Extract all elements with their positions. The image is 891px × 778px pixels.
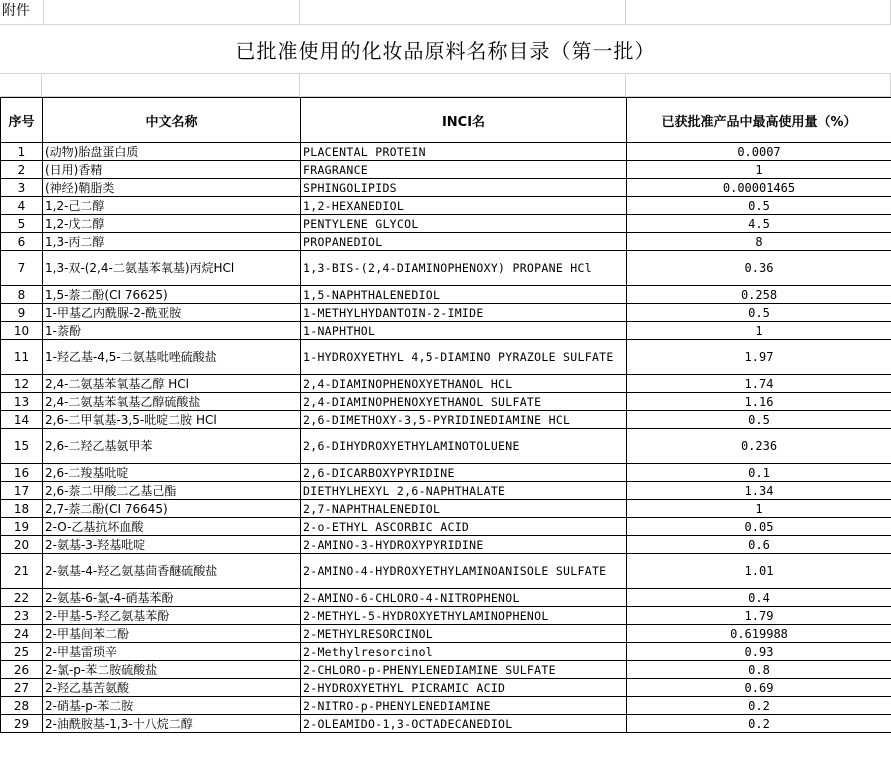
table-row [1, 715, 891, 733]
header-inci-name[interactable]: INCI名 [301, 98, 627, 143]
max-usage-cell[interactable]: 0.0007 [627, 143, 891, 161]
table-row [1, 251, 891, 286]
max-usage-cell[interactable]: 0.5 [627, 197, 891, 215]
serial-number-cell[interactable]: 25 [1, 643, 43, 661]
max-usage-cell[interactable]: 0.4 [627, 589, 891, 607]
serial-number-cell[interactable]: 28 [1, 697, 43, 715]
chinese-name-cell[interactable]: 1,5-萘二酚(CI 76625) [43, 286, 301, 304]
max-usage-cell[interactable]: 1.74 [627, 375, 891, 393]
max-usage-cell[interactable]: 0.619988 [627, 625, 891, 643]
chinese-name-cell[interactable]: 1-萘酚 [43, 322, 301, 340]
serial-number-cell[interactable]: 6 [1, 233, 43, 251]
inci-name-cell[interactable]: 2-AMINO-6-CHLORO-4-NITROPHENOL [301, 589, 627, 607]
serial-number-cell[interactable]: 5 [1, 215, 43, 233]
inci-name-cell[interactable]: 1-HYDROXYETHYL 4,5-DIAMINO PYRAZOLE SULFATE [301, 340, 627, 375]
inci-name-cell[interactable]: 2-OLEAMIDO-1,3-OCTADECANEDIOL [301, 715, 627, 733]
max-usage-cell[interactable]: 1 [627, 322, 891, 340]
table-row [1, 304, 891, 322]
attachment-label[interactable]: 附件 [0, 0, 44, 24]
header-serial-number[interactable]: 序号 [1, 98, 43, 143]
inci-name-cell[interactable]: 1,3-BIS-(2,4-DIAMINOPHENOXY) PROPANE HCl [301, 251, 627, 286]
inci-name-cell[interactable]: 2,6-DICARBOXYPYRIDINE [301, 464, 627, 482]
serial-number-cell[interactable]: 29 [1, 715, 43, 733]
table-row [1, 482, 891, 500]
serial-number-cell[interactable]: 9 [1, 304, 43, 322]
serial-number-cell[interactable]: 7 [1, 251, 43, 286]
table-row [1, 625, 891, 643]
max-usage-cell[interactable]: 0.36 [627, 251, 891, 286]
inci-name-cell[interactable]: PROPANEDIOL [301, 233, 627, 251]
empty-cell[interactable] [0, 74, 42, 96]
serial-number-cell[interactable]: 8 [1, 286, 43, 304]
serial-number-cell[interactable]: 26 [1, 661, 43, 679]
chinese-name-cell[interactable]: 2,6-二羟乙基氨甲苯 [43, 429, 301, 464]
spacer-row [0, 74, 891, 97]
table-row [1, 643, 891, 661]
chinese-name-cell[interactable]: 2,4-二氨基苯氧基乙醇硫酸盐 [43, 393, 301, 411]
inci-name-cell[interactable]: 1-NAPHTHOL [301, 322, 627, 340]
serial-number-cell[interactable]: 22 [1, 589, 43, 607]
chinese-name-cell[interactable]: 2-氯-p-苯二胺硫酸盐 [43, 661, 301, 679]
inci-name-cell[interactable]: 2-HYDROXYETHYL PICRAMIC ACID [301, 679, 627, 697]
empty-cell[interactable] [42, 0, 300, 24]
max-usage-cell[interactable]: 0.5 [627, 411, 891, 429]
table-row [1, 143, 891, 161]
table-row [1, 536, 891, 554]
max-usage-cell[interactable]: 0.258 [627, 286, 891, 304]
chinese-name-cell[interactable]: 1-羟乙基-4,5-二氨基吡唑硫酸盐 [43, 340, 301, 375]
inci-name-cell[interactable]: PLACENTAL PROTEIN [301, 143, 627, 161]
inci-name-cell[interactable]: PENTYLENE GLYCOL [301, 215, 627, 233]
chinese-name-cell[interactable]: 2,4-二氨基苯氧基乙醇 HCl [43, 375, 301, 393]
table-row [1, 429, 891, 464]
inci-name-cell[interactable]: 2,4-DIAMINOPHENOXYETHANOL SULFATE [301, 393, 627, 411]
inci-name-cell[interactable]: SPHINGOLIPIDS [301, 179, 627, 197]
max-usage-cell[interactable]: 0.8 [627, 661, 891, 679]
max-usage-cell[interactable]: 1.79 [627, 607, 891, 625]
chinese-name-cell[interactable]: 2-硝基-p-苯二胺 [43, 697, 301, 715]
table-row [1, 233, 891, 251]
chinese-name-cell[interactable]: 2-甲基间苯二酚 [43, 625, 301, 643]
serial-number-cell[interactable]: 17 [1, 482, 43, 500]
serial-number-cell[interactable]: 21 [1, 554, 43, 589]
inci-name-cell[interactable]: 1,5-NAPHTHALENEDIOL [301, 286, 627, 304]
max-usage-cell[interactable]: 0.69 [627, 679, 891, 697]
max-usage-cell[interactable]: 0.5 [627, 304, 891, 322]
serial-number-cell[interactable]: 10 [1, 322, 43, 340]
inci-name-cell[interactable]: 2-AMINO-3-HYDROXYPYRIDINE [301, 536, 627, 554]
serial-number-cell[interactable]: 4 [1, 197, 43, 215]
empty-cell[interactable] [626, 0, 891, 24]
serial-number-cell[interactable]: 12 [1, 375, 43, 393]
chinese-name-cell[interactable]: (神经)鞘脂类 [43, 179, 301, 197]
max-usage-cell[interactable]: 1 [627, 161, 891, 179]
chinese-name-cell[interactable]: 1,3-丙二醇 [43, 233, 301, 251]
serial-number-cell[interactable]: 24 [1, 625, 43, 643]
chinese-name-cell[interactable]: 2-氨基-6-氯-4-硝基苯酚 [43, 589, 301, 607]
inci-name-cell[interactable]: 2,4-DIAMINOPHENOXYETHANOL HCL [301, 375, 627, 393]
chinese-name-cell[interactable]: 1,2-己二醇 [43, 197, 301, 215]
table-row [1, 518, 891, 536]
chinese-name-cell[interactable]: 2-甲基-5-羟乙氨基苯酚 [43, 607, 301, 625]
inci-name-cell[interactable]: 2-CHLORO-p-PHENYLENEDIAMINE SULFATE [301, 661, 627, 679]
table-row [1, 607, 891, 625]
max-usage-cell[interactable]: 0.05 [627, 518, 891, 536]
inci-name-cell[interactable]: DIETHYLHEXYL 2,6-NAPHTHALATE [301, 482, 627, 500]
table-header-row [1, 98, 891, 143]
table-row [1, 500, 891, 518]
table-row [1, 340, 891, 375]
ingredients-table [0, 97, 891, 733]
header-chinese-name[interactable]: 中文名称 [43, 98, 301, 143]
chinese-name-cell[interactable]: 2,6-萘二甲酸二乙基己酯 [43, 482, 301, 500]
table-row [1, 322, 891, 340]
table-row [1, 161, 891, 179]
attachment-row [0, 0, 891, 25]
serial-number-cell[interactable]: 27 [1, 679, 43, 697]
inci-name-cell[interactable]: 2-METHYL-5-HYDROXYETHYLAMINOPHENOL [301, 607, 627, 625]
title-row [0, 25, 891, 74]
chinese-name-cell[interactable]: 1,2-戊二醇 [43, 215, 301, 233]
inci-name-cell[interactable]: 2-METHYLRESORCINOL [301, 625, 627, 643]
inci-name-cell[interactable]: 2-o-ETHYL ASCORBIC ACID [301, 518, 627, 536]
serial-number-cell[interactable]: 11 [1, 340, 43, 375]
inci-name-cell[interactable]: 2-NITRO-p-PHENYLENEDIAMINE [301, 697, 627, 715]
header-max-usage[interactable]: 已获批准产品中最高使用量（%） [627, 98, 891, 143]
chinese-name-cell[interactable]: 2-油酰胺基-1,3-十八烷二醇 [43, 715, 301, 733]
table-row [1, 697, 891, 715]
chinese-name-cell[interactable]: 2-甲基雷琐辛 [43, 643, 301, 661]
empty-cell[interactable] [300, 0, 626, 24]
max-usage-cell[interactable]: 1.97 [627, 340, 891, 375]
inci-name-cell[interactable]: 1,2-HEXANEDIOL [301, 197, 627, 215]
table-row [1, 215, 891, 233]
table-row [1, 661, 891, 679]
serial-number-cell[interactable]: 18 [1, 500, 43, 518]
table-row [1, 554, 891, 589]
chinese-name-cell[interactable]: 2-氨基-4-羟乙氨基茴香醚硫酸盐 [43, 554, 301, 589]
max-usage-cell[interactable]: 0.2 [627, 715, 891, 733]
max-usage-cell[interactable]: 0.236 [627, 429, 891, 464]
max-usage-cell[interactable]: 0.2 [627, 697, 891, 715]
table-row [1, 375, 891, 393]
serial-number-cell[interactable]: 14 [1, 411, 43, 429]
chinese-name-cell[interactable]: 2,7-萘二酚(CI 76645) [43, 500, 301, 518]
chinese-name-cell[interactable]: 2-O-乙基抗坏血酸 [43, 518, 301, 536]
serial-number-cell[interactable]: 15 [1, 429, 43, 464]
serial-number-cell[interactable]: 19 [1, 518, 43, 536]
max-usage-cell[interactable]: 0.6 [627, 536, 891, 554]
table-row [1, 286, 891, 304]
max-usage-cell[interactable]: 1.16 [627, 393, 891, 411]
max-usage-cell[interactable]: 0.00001465 [627, 179, 891, 197]
max-usage-cell[interactable]: 0.93 [627, 643, 891, 661]
chinese-name-cell[interactable]: 2-羟乙基苦氨酸 [43, 679, 301, 697]
inci-name-cell[interactable]: 2,6-DIMETHOXY-3,5-PYRIDINEDIAMINE HCL [301, 411, 627, 429]
serial-number-cell[interactable]: 3 [1, 179, 43, 197]
inci-name-cell[interactable]: 2-Methylresorcinol [301, 643, 627, 661]
table-row [1, 464, 891, 482]
inci-name-cell[interactable]: 2-AMINO-4-HYDROXYETHYLAMINOANISOLE SULFATE [301, 554, 627, 589]
table-row [1, 679, 891, 697]
chinese-name-cell[interactable]: 1-甲基乙内酰脲-2-酰亚胺 [43, 304, 301, 322]
chinese-name-cell[interactable]: 2,6-二羧基吡啶 [43, 464, 301, 482]
serial-number-cell[interactable]: 13 [1, 393, 43, 411]
max-usage-cell[interactable]: 1.34 [627, 482, 891, 500]
serial-number-cell[interactable]: 1 [1, 143, 43, 161]
empty-cell[interactable] [300, 74, 626, 96]
serial-number-cell[interactable]: 2 [1, 161, 43, 179]
serial-number-cell[interactable]: 16 [1, 464, 43, 482]
chinese-name-cell[interactable]: (日用)香精 [43, 161, 301, 179]
chinese-name-cell[interactable]: 1,3-双-(2,4-二氨基苯氧基)丙烷HCl [43, 251, 301, 286]
table-row [1, 411, 891, 429]
max-usage-cell[interactable]: 1 [627, 500, 891, 518]
table-row [1, 197, 891, 215]
max-usage-cell[interactable]: 0.1 [627, 464, 891, 482]
table-row [1, 179, 891, 197]
chinese-name-cell[interactable]: 2-氨基-3-羟基吡啶 [43, 536, 301, 554]
inci-name-cell[interactable]: FRAGRANCE [301, 161, 627, 179]
chinese-name-cell[interactable]: (动物)胎盘蛋白质 [43, 143, 301, 161]
max-usage-cell[interactable]: 4.5 [627, 215, 891, 233]
chinese-name-cell[interactable]: 2,6-二甲氧基-3,5-吡啶二胺 HCl [43, 411, 301, 429]
empty-cell[interactable] [42, 74, 300, 96]
serial-number-cell[interactable]: 20 [1, 536, 43, 554]
max-usage-cell[interactable]: 1.01 [627, 554, 891, 589]
inci-name-cell[interactable]: 2,7-NAPHTHALENEDIOL [301, 500, 627, 518]
table-row [1, 589, 891, 607]
empty-cell[interactable] [626, 74, 891, 96]
table-row [1, 393, 891, 411]
serial-number-cell[interactable]: 23 [1, 607, 43, 625]
inci-name-cell[interactable]: 1-METHYLHYDANTOIN-2-IMIDE [301, 304, 627, 322]
inci-name-cell[interactable]: 2,6-DIHYDROXYETHYLAMINOTOLUENE [301, 429, 627, 464]
max-usage-cell[interactable]: 8 [627, 233, 891, 251]
page-title: 已批准使用的化妆品原料名称目录（第一批） [235, 38, 656, 63]
